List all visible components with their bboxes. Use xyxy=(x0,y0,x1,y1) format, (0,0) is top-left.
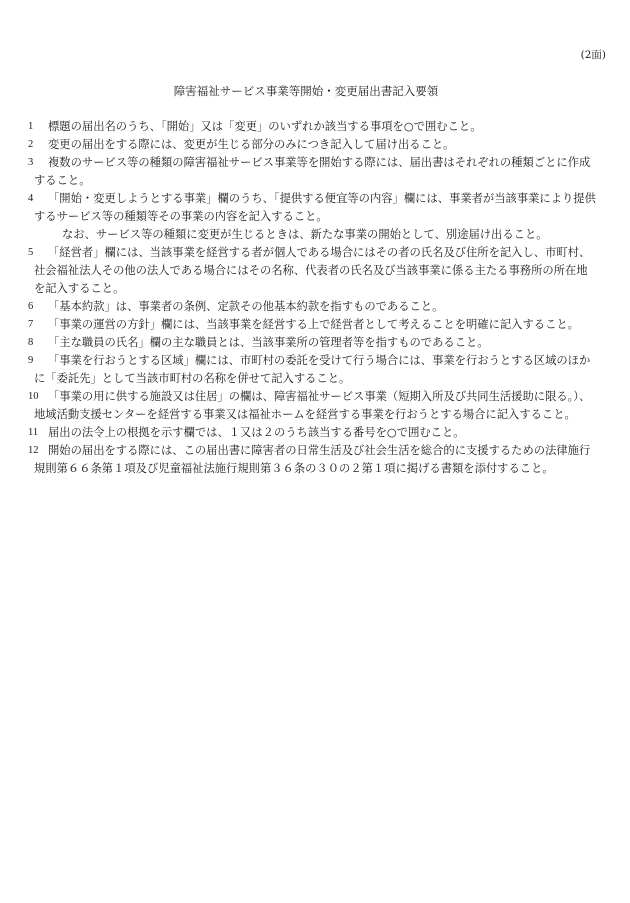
instruction-item-12 xyxy=(28,442,612,478)
item-text-line: 社会福祉法人その他の法人である場合にはその名称、代表者の氏名及び当該事業に係る主たる事務所の所在地 xyxy=(34,264,588,277)
instruction-item-6 xyxy=(28,298,612,316)
item-note: なお、サービス等の種類に変更が生じるときは、新たな事業の開始として、別途届け出ること。 xyxy=(62,228,548,241)
page-side-label: (2面) xyxy=(580,49,606,61)
item-text-line: するサービス等の種類等その事業の内容を記入すること。 xyxy=(34,210,328,223)
item-text-line: 地域活動支援センターを経営する事業又は福祉ホームを経営する事業を行おうとする場合に記入すること。 xyxy=(34,408,576,421)
instruction-item-10 xyxy=(28,388,612,424)
instruction-item-8 xyxy=(28,334,612,352)
item-text-line: 「事業を行おうとする区域」欄には、市町村の委託を受けて行う場合には、事業を行おうとする区域のほか xyxy=(48,354,591,367)
item-text-line: 変更の届出をする際には、変更が生じる部分のみにつき記入して届け出ること。 xyxy=(48,138,455,151)
instruction-item-1 xyxy=(28,118,612,136)
item-number: 12 xyxy=(28,445,39,456)
item-number: 8 xyxy=(28,337,34,348)
instruction-item-2 xyxy=(28,136,612,154)
item-text-line: 規則第６６条第１項及び児童福祉法施行規則第３６条の３０の２第１項に掲げる書類を添付すること。 xyxy=(34,462,554,475)
item-number: 6 xyxy=(28,301,34,312)
item-number: 2 xyxy=(28,139,34,150)
item-text-line: 「主な職員の氏名」欄の主な職員とは、当該事業所の管理者等を指すものであること。 xyxy=(48,336,489,349)
instruction-item-11 xyxy=(28,424,612,442)
item-text-line: 「開始・変更しようとする事業」欄のうち、「提供する便宜等の内容」欄には、事業者が当該事業により提供 xyxy=(48,192,596,205)
item-text-line: 「経営者」欄には、当該事業を経営する者が個人である場合にはその者の氏名及び住所を記入し、市町村、 xyxy=(48,246,591,259)
item-text-line: 標題の届出名のうち、「開始」又は「変更」のいずれか該当する事項を○で囲むこと。 xyxy=(48,120,482,133)
item-text-line: 複数のサービス等の種類の障害福祉サービス事業等を開始する際には、届出書はそれぞれの種類ごとに作成 xyxy=(48,156,591,169)
item-number: 9 xyxy=(28,355,34,366)
item-number: 1 xyxy=(28,121,34,132)
item-number: 10 xyxy=(28,391,39,402)
item-text-line: 「事業の用に供する施設又は住居」の欄は、障害福祉サービス事業（短期入所及び共同生活援助に限る。）、 xyxy=(48,390,591,403)
item-text-line: を記入すること。 xyxy=(34,282,125,295)
instruction-item-7 xyxy=(28,316,612,334)
document-title: 障害福祉サービス事業等開始・変更届出書記入要領 xyxy=(173,84,439,98)
instruction-item-4 xyxy=(28,190,612,244)
instruction-item-5 xyxy=(28,244,612,298)
item-number: 4 xyxy=(28,193,34,204)
item-text-line: 「基本約款」は、事業者の条例、定款その他基本約款を指すものであること。 xyxy=(48,300,444,313)
instruction-item-9 xyxy=(28,352,612,388)
item-number: 5 xyxy=(28,247,34,258)
instruction-item-3 xyxy=(28,154,612,190)
item-number: 7 xyxy=(28,319,34,330)
item-text-line: すること。 xyxy=(34,174,91,187)
item-number: 3 xyxy=(28,157,34,168)
item-text-line: 届出の法令上の根拠を示す欄では、１又は２のうち該当する番号を○で囲むこと。 xyxy=(48,426,465,439)
item-text-line: に「委託先」として当該市町村の名称を併せて記入すること。 xyxy=(34,372,351,385)
item-text-line: 開始の届出をする際には、この届出書に障害者の日常生活及び社会生活を総合的に支援するための法律施行 xyxy=(48,444,591,457)
item-number: 11 xyxy=(28,427,39,438)
instruction-list xyxy=(28,118,612,478)
item-text-line: 「事業の運営の方針」欄には、当該事業を経営する上で経営者として考えることを明確に記入すること。 xyxy=(48,318,579,331)
